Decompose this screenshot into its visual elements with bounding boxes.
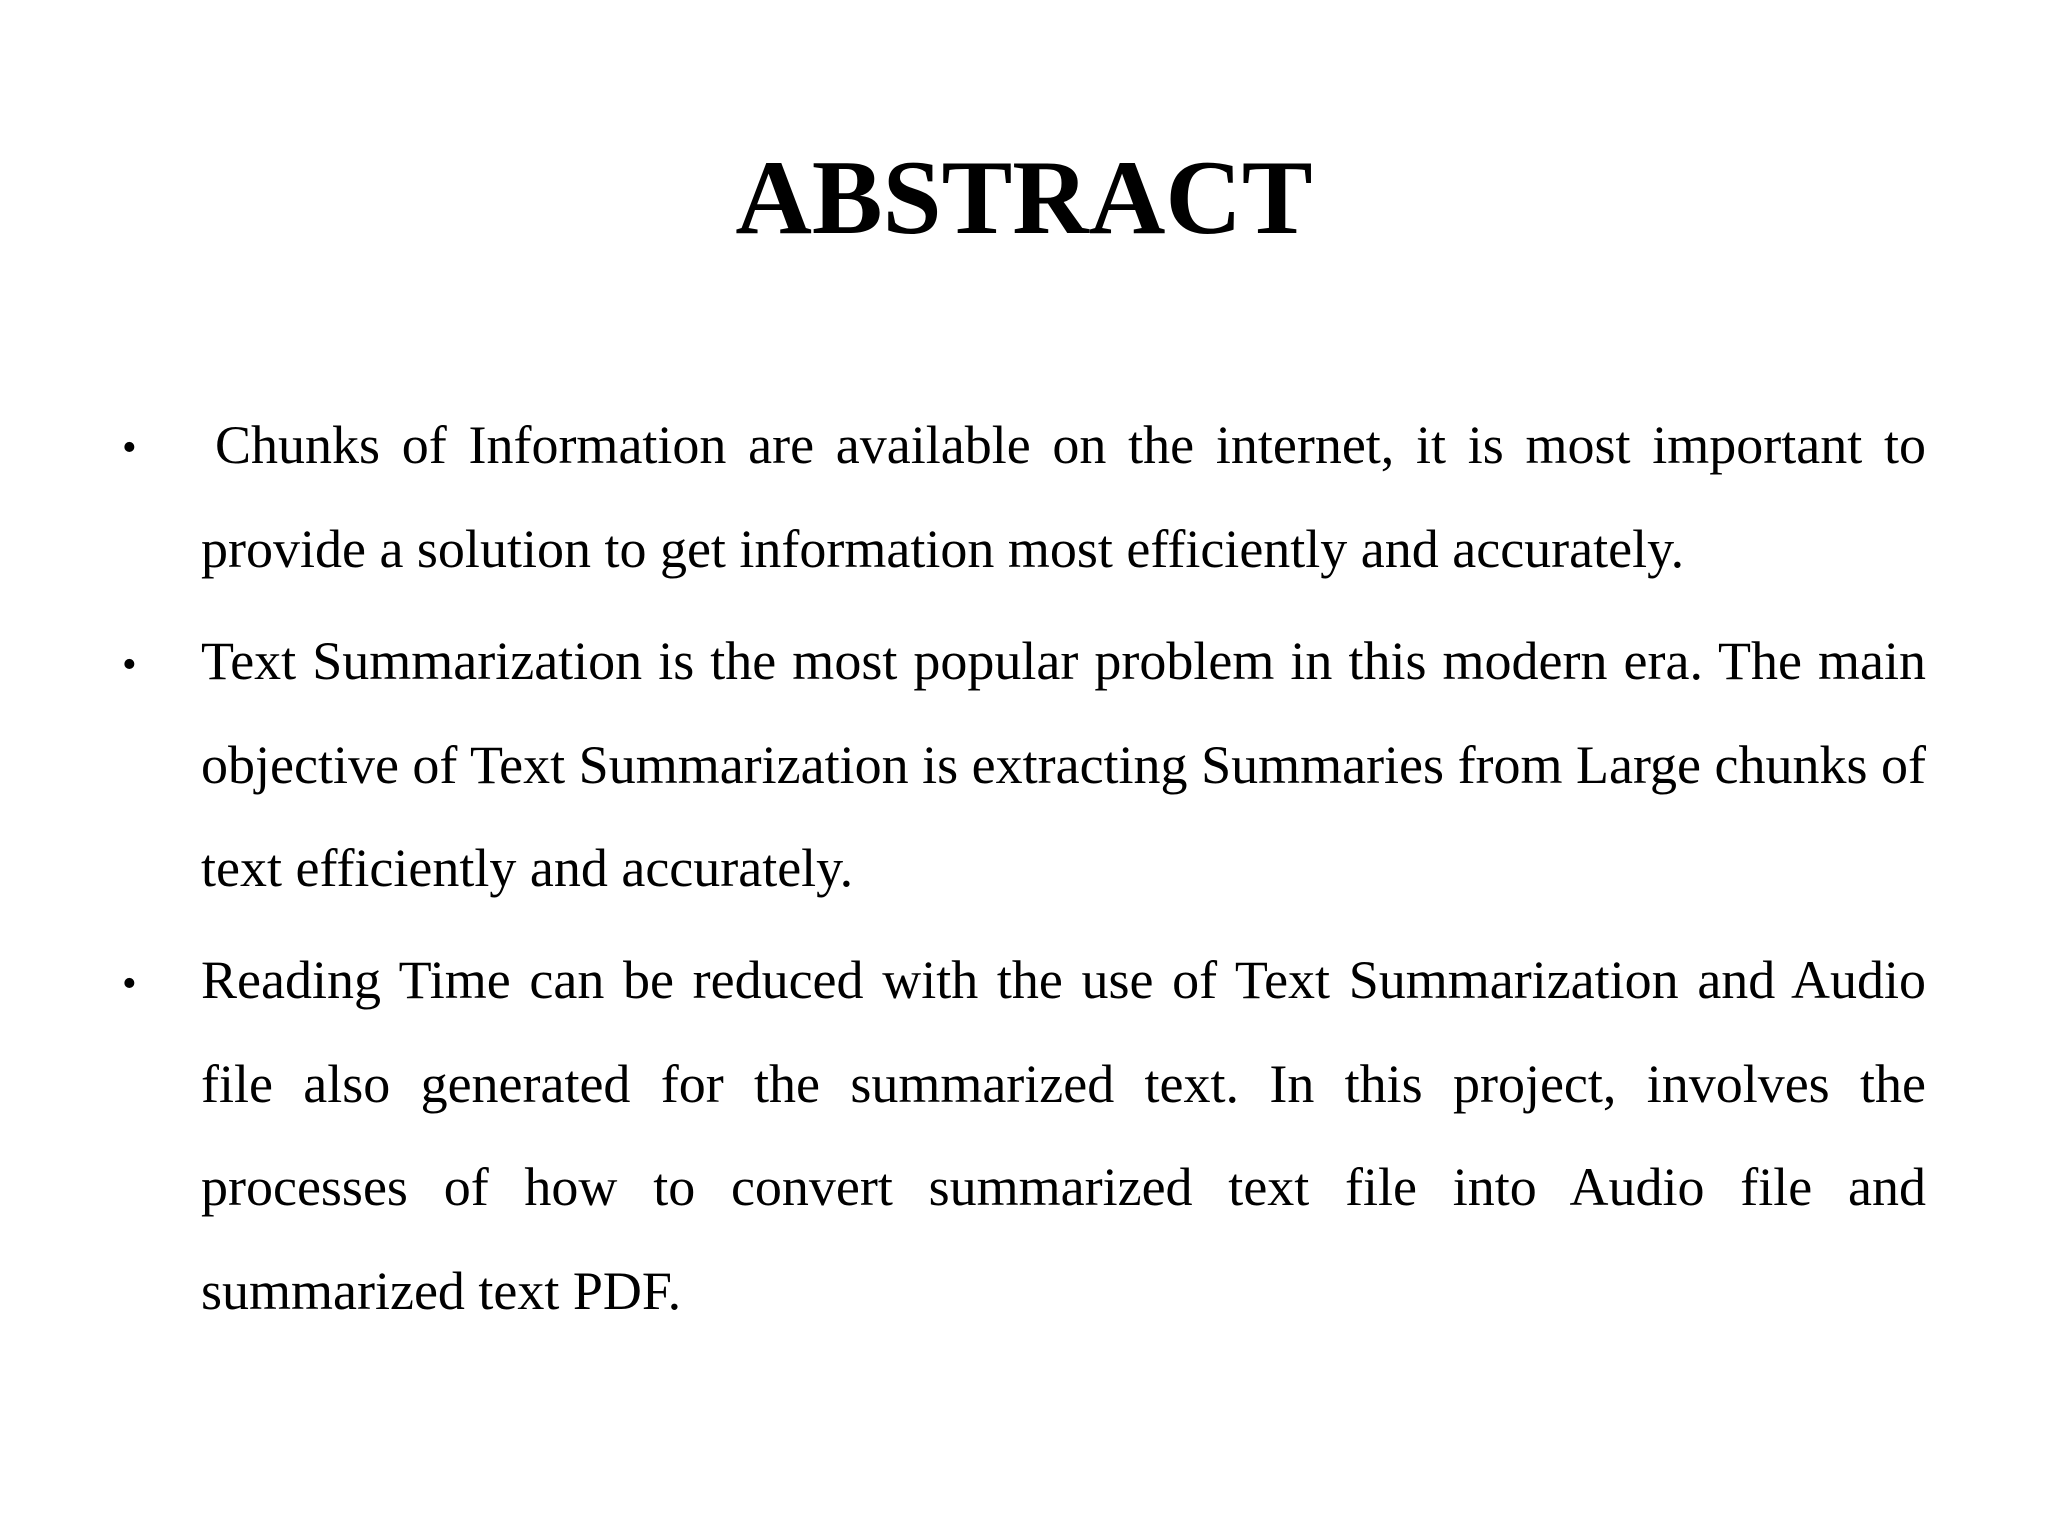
bullet-point-icon: • (122, 425, 137, 471)
bullet-text: Text Summarization is the most popular problem in this modern era. The main objective of Text Summarization is extracting Summaries from Large chunks of text efficiently and accurately. (201, 631, 1926, 898)
slide-title: ABSTRACT (735, 139, 1313, 256)
bullet-text: Reading Time can be reduced with the use of Text Summarization and Audio file also generated for the summarized text. In this project, involves the processes of how to convert summarized text file into Audio file and summarized text PDF. (201, 950, 1926, 1321)
bullet-point-icon: • (122, 961, 137, 1007)
bullet-point-icon: • (122, 642, 137, 688)
bullet-text: Chunks of Information are available on the internet, it is most important to provide a solution to get information most efficiently and accurately. (201, 415, 1926, 579)
